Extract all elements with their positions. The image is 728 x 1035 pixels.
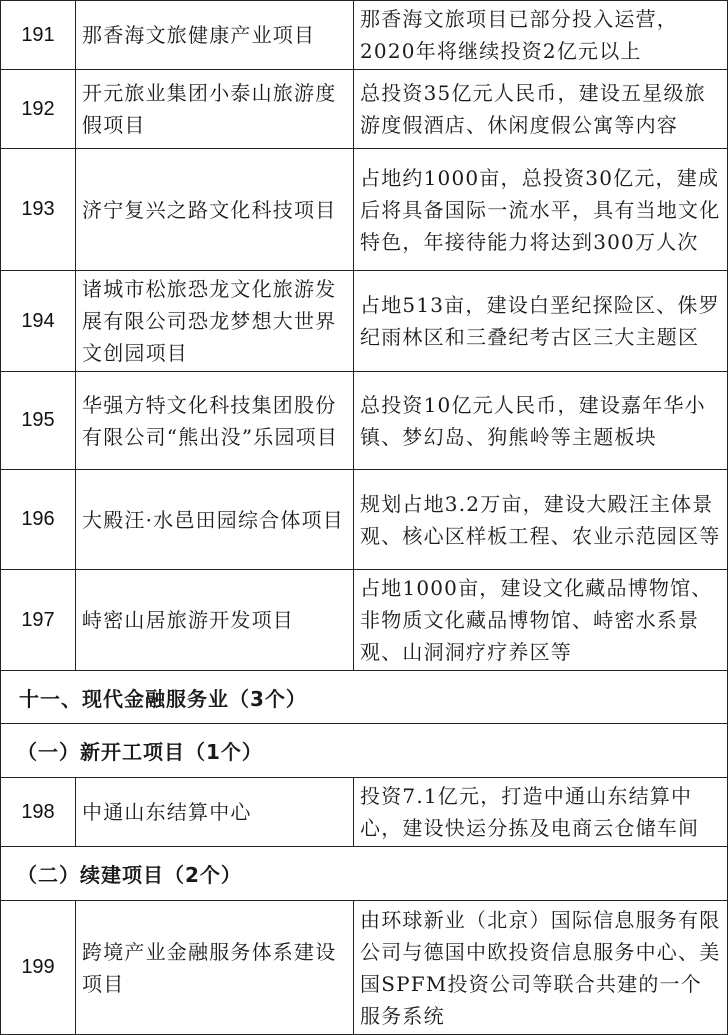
project-name: 大殿汪·水邑田园综合体项目 [76, 470, 354, 570]
project-name: 峙密山居旅游开发项目 [76, 570, 354, 671]
table-row [1, 1, 728, 70]
table-row [1, 570, 728, 671]
table-row [1, 470, 728, 570]
project-description: 由环球新业（北京）国际信息服务有限公司与德国中欧投资信息服务中心、美国SPFM投资公司等联合共建的一个服务系统 [354, 901, 728, 1035]
project-description: 总投资35亿元人民币，建设五星级旅游度假酒店、休闲度假公寓等内容 [354, 70, 728, 149]
row-number: 193 [1, 149, 76, 271]
table-row [1, 70, 728, 149]
subsection-heading-row [1, 847, 728, 901]
table-row [1, 271, 728, 372]
table-row [1, 901, 728, 1035]
project-description: 那香海文旅项目已部分投入运营，2020年将继续投资2亿元以上 [354, 1, 728, 70]
project-name: 诸城市松旅恐龙文化旅游发展有限公司恐龙梦想大世界文创园项目 [76, 271, 354, 372]
row-number: 197 [1, 570, 76, 671]
section-heading: 十一、现代金融服务业（3个） [1, 671, 728, 724]
row-number: 198 [1, 778, 76, 847]
project-name: 中通山东结算中心 [76, 778, 354, 847]
row-number: 195 [1, 372, 76, 470]
project-description: 占地约1000亩，总投资30亿元，建成后将具备国际一流水平，具有当地文化特色，年接待能力将达到300万人次 [354, 149, 728, 271]
project-description: 规划占地3.2万亩，建设大殿汪主体景观、核心区样板工程、农业示范园区等 [354, 470, 728, 570]
table-row [1, 149, 728, 271]
row-number: 192 [1, 70, 76, 149]
table-row [1, 778, 728, 847]
row-number: 196 [1, 470, 76, 570]
row-number: 191 [1, 1, 76, 70]
project-name: 跨境产业金融服务体系建设项目 [76, 901, 354, 1035]
project-description: 总投资10亿元人民币，建设嘉年华小镇、梦幻岛、狗熊岭等主题板块 [354, 372, 728, 470]
subsection-heading-continuing: （二）续建项目（2个） [1, 847, 728, 901]
subsection-heading-row [1, 724, 728, 778]
project-name: 开元旅业集团小泰山旅游度假项目 [76, 70, 354, 149]
table-row [1, 372, 728, 470]
project-name: 华强方特文化科技集团股份有限公司“熊出没”乐园项目 [76, 372, 354, 470]
row-number: 199 [1, 901, 76, 1035]
project-name: 济宁复兴之路文化科技项目 [76, 149, 354, 271]
subsection-heading-new: （一）新开工项目（1个） [1, 724, 728, 778]
project-description: 占地1000亩，建设文化藏品博物馆、非物质文化藏品博物馆、峙密水系景观、山洞洞疗疗养区等 [354, 570, 728, 671]
row-number: 194 [1, 271, 76, 372]
section-heading-row [1, 671, 728, 724]
project-description: 占地513亩，建设白垩纪探险区、侏罗纪雨林区和三叠纪考古区三大主题区 [354, 271, 728, 372]
project-name: 那香海文旅健康产业项目 [76, 1, 354, 70]
project-description: 投资7.1亿元，打造中通山东结算中心，建设快运分拣及电商云仓储车间 [354, 778, 728, 847]
